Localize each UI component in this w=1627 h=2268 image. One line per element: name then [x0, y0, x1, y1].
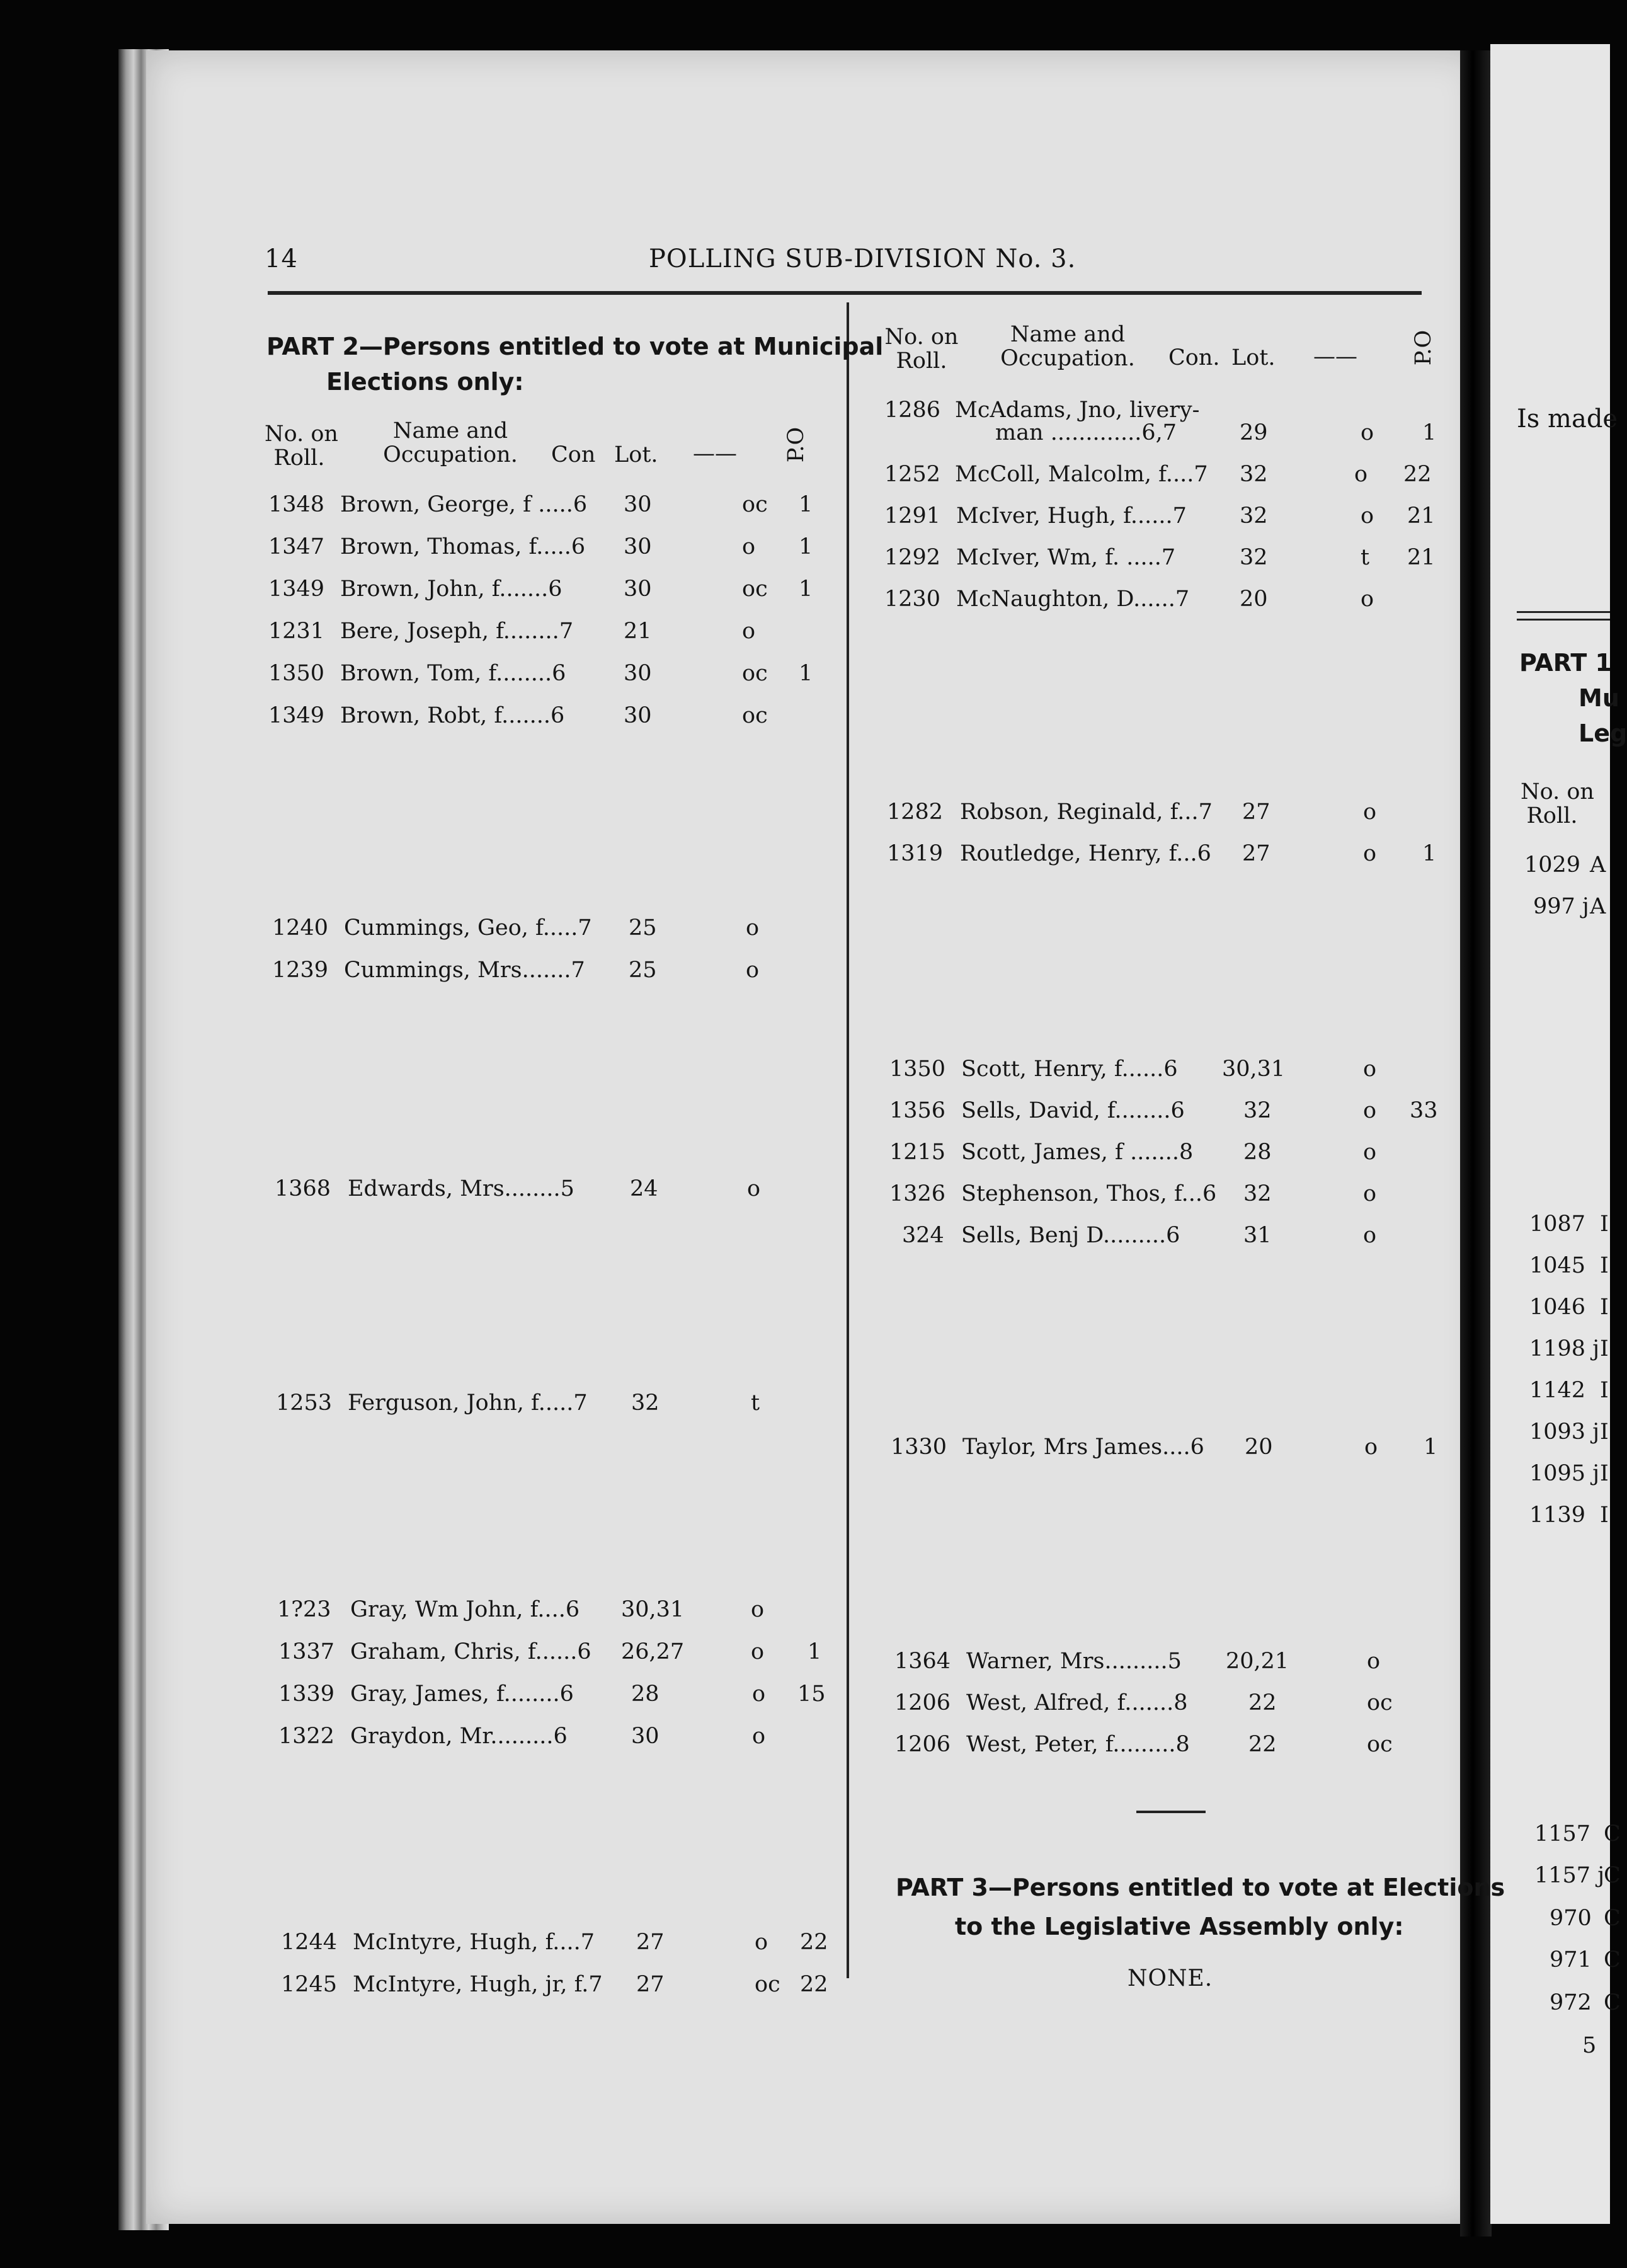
status: t [1361, 545, 1370, 570]
status: o [746, 958, 760, 983]
lot: 27 [636, 1930, 665, 1955]
name-occupation-con: Taylor, Mrs James....6 [962, 1435, 1204, 1460]
header-text: No. on [884, 324, 959, 350]
name-occupation-con: McIver, Hugh, f......7 [956, 503, 1187, 529]
roll-number: 1029 [1524, 852, 1581, 878]
roll-number: 1046 [1529, 1295, 1586, 1320]
name-initial: A [1590, 852, 1606, 878]
roll-number: 1240 [272, 915, 329, 941]
facing-page-rule [1517, 611, 1610, 613]
roll-number: 1095 j [1529, 1461, 1600, 1486]
roll-number: 1142 [1529, 1378, 1586, 1403]
name-initial: C [1604, 1947, 1621, 1973]
roll-number: 1244 [281, 1930, 338, 1955]
roll-number: 1206 [894, 1690, 951, 1715]
lot: 30,31 [1222, 1057, 1286, 1082]
lot: 20,21 [1226, 1649, 1289, 1674]
lot: 22 [1248, 1690, 1277, 1715]
roll-number: 1282 [887, 799, 944, 825]
name-occupation-con: Ferguson, John, f.....7 [348, 1390, 588, 1416]
roll-number: 1087 [1529, 1211, 1586, 1237]
status: o [1367, 1649, 1381, 1674]
name-initial: I [1600, 1336, 1609, 1361]
name-occupation-con: Scott, Henry, f......6 [961, 1057, 1178, 1082]
name-occupation-con: McIntyre, Hugh, f....7 [353, 1930, 595, 1955]
roll-number: 1139 [1529, 1503, 1586, 1528]
status: oc [742, 703, 768, 728]
status: o [1363, 1057, 1377, 1082]
roll-number: 1364 [894, 1649, 951, 1674]
name-occupation-con: Cummings, Geo, f.....7 [344, 915, 592, 941]
roll-number: 1157 j [1534, 1863, 1605, 1888]
po: 1 [799, 661, 813, 686]
name-occupation-con: Sells, Benj D.........6 [961, 1223, 1180, 1248]
name-initial: C [1604, 1906, 1621, 1931]
lot: 22 [1248, 1732, 1277, 1757]
name-occupation-con: Sells, David, f........6 [961, 1098, 1185, 1123]
lot: 30 [624, 576, 652, 602]
name-occupation: McAdams, Jno, livery- [955, 398, 1200, 423]
name-occupation-con: Brown, Thomas, f.....6 [340, 534, 586, 559]
status: o [752, 1724, 766, 1749]
name-occupation-con: Brown, George, f .....6 [340, 492, 588, 517]
po: 1 [799, 576, 813, 602]
name-occupation-con: Cummings, Mrs.......7 [344, 958, 585, 983]
roll-number: 1368 [275, 1176, 331, 1201]
name-occupation-con: McIver, Wm, f. .....7 [956, 545, 1176, 570]
left-header-name-occupation [381, 419, 520, 467]
lot: 20 [1240, 587, 1268, 612]
header-text: Name and [1010, 322, 1126, 347]
status: o [1363, 799, 1377, 825]
roll-number: 5 [1582, 2033, 1597, 2058]
po: 1 [1424, 1435, 1438, 1460]
facing-page-part-head: Mu [1578, 684, 1619, 712]
status: o [752, 1681, 766, 1707]
lot: 30 [624, 661, 652, 686]
roll-number: 1349 [268, 703, 325, 728]
status: o [1363, 1140, 1377, 1165]
roll-number: 1245 [281, 1972, 338, 1997]
status: o [746, 915, 760, 941]
lot: 31 [1243, 1223, 1272, 1248]
name-occupation-con: Graydon, Mr.........6 [350, 1724, 568, 1749]
roll-number: 1350 [889, 1057, 946, 1082]
right-header-no-on-roll [881, 325, 962, 373]
roll-number: 1348 [268, 492, 325, 517]
name-initial: I [1600, 1419, 1609, 1445]
status: o [747, 1176, 761, 1201]
name-occupation-con: McNaughton, D......7 [956, 587, 1190, 612]
status: o [742, 619, 756, 644]
status: o [1363, 1098, 1377, 1123]
column-divider [847, 302, 849, 1978]
facing-page-top-text: Is made [1517, 404, 1618, 433]
name-occupation-con: Gray, James, f........6 [350, 1681, 574, 1707]
header-rule [268, 291, 1422, 295]
name-occupation-con: Robson, Reginald, f...7 [960, 799, 1213, 825]
left-header-con: Con [551, 442, 596, 467]
status: o [1361, 420, 1374, 445]
status: oc [755, 1972, 780, 1997]
roll-number: 324 [902, 1223, 944, 1248]
roll-number: 997 j [1533, 894, 1589, 919]
facing-page-no-on-roll [1521, 779, 1594, 828]
lot: 32 [631, 1390, 659, 1416]
name-occupation-con: McColl, Malcolm, f....7 [955, 462, 1208, 487]
po: 15 [797, 1681, 826, 1707]
name-occupation-con: Gray, Wm John, f....6 [350, 1597, 580, 1622]
po: 1 [1422, 420, 1437, 445]
name-initial: C [1604, 1863, 1621, 1888]
book-gutter [1460, 50, 1492, 2236]
roll-number: 1347 [268, 534, 325, 559]
roll-number: 1206 [894, 1732, 951, 1757]
header-text: Roll. [273, 445, 325, 471]
lot: 26,27 [621, 1639, 685, 1664]
header-text: No. on [1521, 779, 1594, 805]
roll-number: 1322 [278, 1724, 335, 1749]
name-occupation-con: Graham, Chris, f......6 [350, 1639, 591, 1664]
facing-page-part-head: Leg [1578, 719, 1627, 747]
roll-number: 970 [1550, 1906, 1592, 1931]
lot: 21 [624, 619, 652, 644]
status: oc [1367, 1732, 1393, 1757]
right-header-dash: —— [1313, 344, 1357, 369]
roll-number: 1157 [1534, 1821, 1591, 1847]
status: o [1363, 1181, 1377, 1206]
roll-number: 1356 [889, 1098, 946, 1123]
roll-number: 1253 [276, 1390, 333, 1416]
name-occupation-con: Scott, James, f .......8 [961, 1140, 1194, 1165]
po: 22 [800, 1930, 828, 1955]
roll-number: 1?23 [277, 1597, 331, 1622]
roll-number: 1239 [272, 958, 329, 983]
lot: 32 [1243, 1181, 1272, 1206]
lot: 27 [636, 1972, 665, 1997]
page-title: POLLING SUB-DIVISION No. 3. [649, 244, 1076, 273]
status: oc [742, 492, 768, 517]
left-header-lot: Lot. [614, 442, 658, 467]
status: o [751, 1639, 765, 1664]
lot: 32 [1240, 462, 1268, 487]
lot: 30 [624, 703, 652, 728]
header-text: No. on [265, 421, 338, 447]
name-initial: I [1600, 1211, 1609, 1237]
lot: 20 [1245, 1435, 1273, 1460]
lot: 30 [631, 1724, 659, 1749]
status: o [742, 534, 756, 559]
status: oc [742, 661, 768, 686]
name-initial: C [1604, 1990, 1621, 2015]
po: 22 [800, 1972, 828, 1997]
header-text: Roll. [896, 348, 947, 374]
facing-page-rule [1517, 619, 1610, 621]
roll-number: 1349 [268, 576, 325, 602]
po: 33 [1410, 1098, 1438, 1123]
po: 1 [808, 1639, 822, 1664]
roll-number: 1045 [1529, 1253, 1586, 1278]
right-header-con: Con. [1168, 345, 1220, 370]
part3-title-line2: to the Legislative Assembly only: [955, 1913, 1404, 1940]
lot: 28 [1243, 1140, 1272, 1165]
lot: 29 [1240, 420, 1268, 445]
name-occupation-con: Brown, Tom, f........6 [340, 661, 566, 686]
status: oc [742, 576, 768, 602]
status: oc [1367, 1690, 1393, 1715]
status: o [1361, 503, 1374, 529]
facing-page [1490, 44, 1610, 2224]
po: 22 [1403, 462, 1432, 487]
roll-number: 1319 [887, 841, 944, 866]
status: o [1363, 1223, 1377, 1248]
roll-number: 1330 [891, 1435, 947, 1460]
header-text: Name and [392, 418, 508, 444]
roll-number: 1198 j [1529, 1336, 1600, 1361]
lot: 25 [629, 915, 657, 941]
roll-number: 972 [1550, 1990, 1592, 2015]
status: o [1354, 462, 1368, 487]
lot: 32 [1240, 503, 1268, 529]
roll-number: 1215 [889, 1140, 946, 1165]
header-text: Occupation. [1000, 346, 1135, 371]
name-initial: C [1604, 1821, 1621, 1847]
po: 1 [799, 492, 813, 517]
status: t [751, 1390, 760, 1416]
status: o [1363, 841, 1377, 866]
status: o [755, 1930, 768, 1955]
name-occupation-con: Warner, Mrs.........5 [966, 1649, 1182, 1674]
roll-number: 1326 [889, 1181, 946, 1206]
lot: 30 [624, 534, 652, 559]
po: 21 [1407, 545, 1436, 570]
name-occupation-con: Brown, Robt, f.......6 [340, 703, 565, 728]
roll-number: 1231 [268, 619, 325, 644]
name-initial: I [1600, 1378, 1609, 1403]
lot: 28 [631, 1681, 659, 1707]
part3-none: NONE. [1127, 1966, 1213, 1991]
roll-number: 971 [1550, 1947, 1592, 1973]
po: 1 [1422, 841, 1437, 866]
name-occupation-con: man .............6,7 [995, 420, 1177, 445]
lot: 32 [1243, 1098, 1272, 1123]
page-number: 14 [265, 244, 298, 273]
left-header-dash: —— [693, 441, 737, 466]
part3-title-line1: PART 3—Persons entitled to vote at Elections [896, 1874, 1505, 1901]
lot: 32 [1240, 545, 1268, 570]
name-initial: I [1600, 1461, 1609, 1486]
name-occupation-con: Routledge, Henry, f...6 [960, 841, 1211, 866]
status: o [1364, 1435, 1378, 1460]
roll-number: 1292 [884, 545, 941, 570]
part2-title-line2: Elections only: [326, 368, 524, 396]
header-text: Occupation. [383, 442, 518, 467]
lot: 27 [1242, 799, 1270, 825]
lot: 27 [1242, 841, 1270, 866]
header-text: Roll. [1526, 803, 1578, 828]
section-rule [1136, 1811, 1206, 1813]
status: o [1361, 587, 1374, 612]
name-occupation-con: Bere, Joseph, f........7 [340, 619, 574, 644]
right-header-lot: Lot. [1231, 345, 1276, 370]
name-occupation-con: Brown, John, f.......6 [340, 576, 562, 602]
roll-number: 1286 [884, 398, 941, 423]
lot: 25 [629, 958, 657, 983]
po: 1 [799, 534, 813, 559]
roll-number: 1252 [884, 462, 941, 487]
roll-number: 1339 [278, 1681, 335, 1707]
name-occupation-con: McIntyre, Hugh, jr, f.7 [353, 1972, 603, 1997]
left-header-no-on-roll [265, 421, 338, 471]
name-initial: I [1600, 1295, 1609, 1320]
name-initial: A [1590, 894, 1606, 919]
name-initial: I [1600, 1253, 1609, 1278]
name-occupation-con: Stephenson, Thos, f...6 [961, 1181, 1217, 1206]
facing-page-part-head: PART 1 [1519, 649, 1612, 677]
lot: 30,31 [621, 1597, 685, 1622]
name-occupation-con: West, Peter, f.........8 [966, 1732, 1190, 1757]
lot: 24 [630, 1176, 658, 1201]
left-header-po: P.O [784, 427, 809, 463]
part2-title-line1: PART 2—Persons entitled to vote at Municipal [266, 333, 884, 360]
name-occupation-con: West, Alfred, f.......8 [966, 1690, 1188, 1715]
status: o [751, 1597, 765, 1622]
roll-number: 1337 [278, 1639, 335, 1664]
lot: 30 [624, 492, 652, 517]
po: 21 [1407, 503, 1436, 529]
roll-number: 1093 j [1529, 1419, 1600, 1445]
name-initial: I [1600, 1503, 1609, 1528]
roll-number: 1350 [268, 661, 325, 686]
name-occupation-con: Edwards, Mrs........5 [348, 1176, 574, 1201]
right-header-name-occupation [995, 323, 1140, 370]
roll-number: 1230 [884, 587, 941, 612]
right-header-po: P.O [1411, 329, 1437, 366]
roll-number: 1291 [884, 503, 941, 529]
